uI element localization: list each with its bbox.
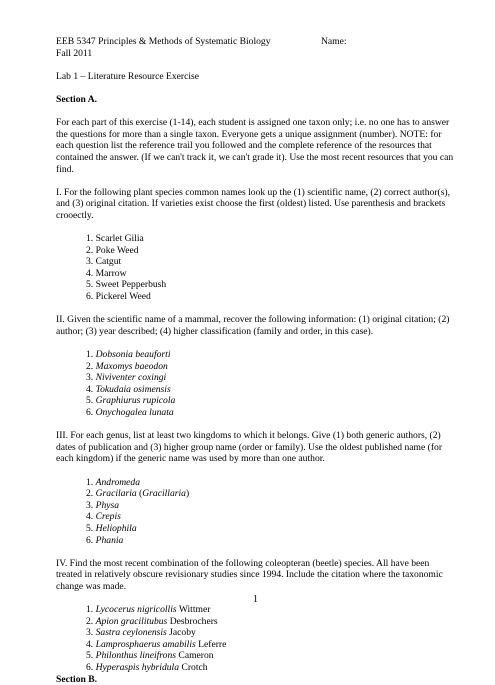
list-item: 4. Tokudaia osimensis (86, 383, 171, 395)
lab-title: Lab 1 – Literature Resource Exercise (56, 70, 200, 82)
part-1-text: I. For the following plant species common names look up the (1) scientific name, (2) correct author(s), and (3) original citation. If varieties exist choose the first (oldest) listed. Use parenthesis and brackets crooectly. (56, 186, 451, 221)
part-1-list (86, 233, 456, 303)
list-item: 1. Scarlet Gilia (86, 233, 144, 245)
list-item: 5. Sweet Pepperbush (86, 279, 167, 291)
list-item: 1. Lycocerus nigricollis Wittmer (86, 604, 211, 616)
list-item: 4. Marrow (86, 267, 127, 279)
list-item: 3. Sastra ceylonensis Jacoby (86, 627, 196, 639)
part-4-list (86, 604, 456, 674)
list-item: 2. Maxomys baeodon (86, 360, 168, 372)
list-item: 2. Gracilaria (Gracillaria) (86, 488, 190, 500)
list-item: 6. Phania (86, 534, 124, 546)
list-item: 3. Niviventer coxingi (86, 372, 167, 384)
section-a-intro: For each part of this exercise (1-14), each student is assigned one taxon only; i.e. no one has to answer the questions for more than a single taxon. Everyone gets a unique assignment (number). NOTE: for each question list the reference trail you followed and the complete reference of the resources that contained the answer. (If we can't track it, we can't grade it). Use the most recent resources that you can find. (56, 117, 454, 175)
header (56, 36, 456, 59)
part-4-text: IV. Find the most recent combination of the following coleopteran (beetle) species. All have been treated in relatively obscure revisionary studies since 1994. Include the citation where the taxonomic change was made. (56, 557, 443, 592)
list-item: 6. Hyperaspis hybridula Crotch (86, 662, 208, 674)
list-item: 2. Poke Weed (86, 244, 139, 256)
course-title: EEB 5347 Principles & Methods of Systematic Biology (56, 36, 271, 47)
list-item: 1. Dobsonia beauforti (86, 349, 171, 361)
list-item: 2. Apion gracilitubus Desbrochers (86, 615, 218, 627)
part-3-text: III. For each genus, list at least two kingdoms to which it belongs. Give (1) both generic authors, (2) dates of publication and (3) higher group name (order or family). Use the oldest published name (for each kingdom) if the generic name was used by more than one author. (56, 430, 443, 465)
page-number: 1 (253, 594, 258, 605)
list-item: 5. Graphiurus rupicola (86, 395, 176, 407)
list-item: 6. Pickerel Weed (86, 291, 151, 303)
document-page (56, 36, 456, 685)
list-item: 5. Heliophila (86, 522, 137, 534)
name-label: Name: (321, 36, 347, 47)
list-item: 1. Andromeda (86, 476, 141, 488)
section-b-heading: Section B. (56, 673, 98, 685)
list-item: 4. Lamprosphaerus amabilis Leferre (86, 638, 227, 650)
list-item: 3. Physa (86, 499, 120, 511)
section-a-heading: Section A. (56, 93, 98, 105)
part-3-list (86, 477, 456, 547)
part-2-text: II. Given the scientific name of a mammal, recover the following information: (1) original citation; (2) author; (3) year described; (4) higher classification (family and order, in this case). (56, 314, 450, 337)
list-item: 5. Philonthus lineifrons Cameron (86, 650, 214, 662)
term-label: Fall 2011 (56, 47, 93, 59)
list-item: 3. Catgut (86, 256, 122, 268)
list-item: 4. Crepis (86, 511, 121, 523)
part-2-list (86, 349, 456, 419)
list-item: 6. Onychogalea lunata (86, 407, 174, 418)
